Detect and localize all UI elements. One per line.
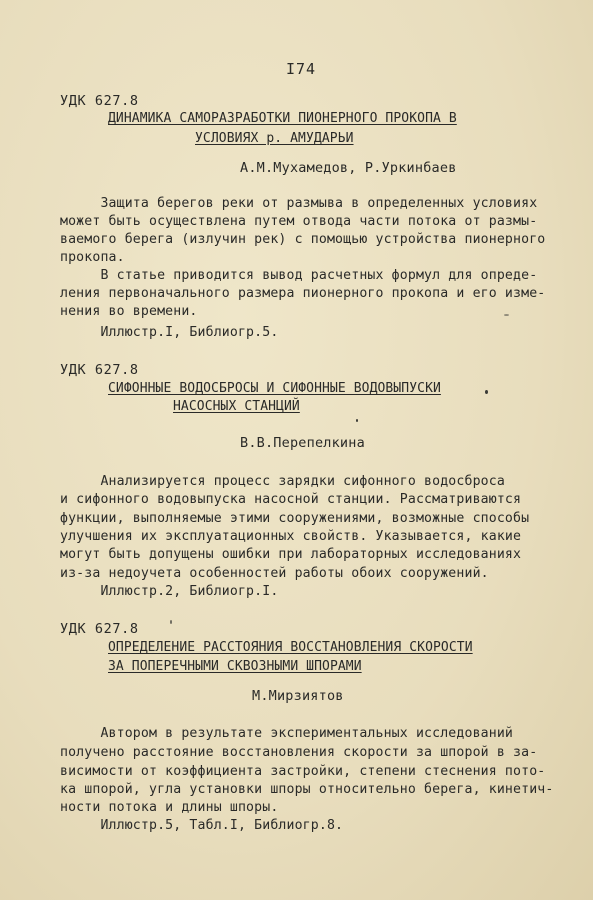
article-title-line: УСЛОВИЯХ р. АМУДАРЬИ (195, 131, 354, 146)
article-title-line: НАСОСНЫХ СТАНЦИЙ (173, 399, 300, 414)
abstract-line: Анализируется процесс зарядки сифонного водосброса (60, 474, 505, 489)
scan-speck (356, 419, 358, 422)
abstract-line: прокопа. (60, 250, 125, 265)
references-line: Иллюстр.2, Библиогр.I. (60, 584, 279, 599)
abstract-line: улучшения их эксплуатационных свойств. Указывается, какие (60, 529, 522, 544)
scan-speck (504, 314, 509, 316)
article-title-line: СИФОННЫЕ ВОДОСБРОСЫ И СИФОННЫЕ ВОДОВЫПУСКИ (108, 381, 441, 396)
article-title-line: ДИНАМИКА САМОРАЗРАБОТКИ ПИОНЕРНОГО ПРОКОПА В (108, 111, 457, 126)
abstract-line: получено расстояние восстановления скорости за шпорой в за- (60, 745, 538, 760)
references-line: Иллюстр.I, Библиогр.5. (60, 325, 279, 340)
udk-code: УДК 627.8 (60, 362, 139, 378)
abstract-line: ления первоначального размера пионерного прокопа и его изме- (60, 286, 546, 301)
abstract-line: может быть осуществлена путем отвода части потока от размы- (60, 214, 538, 229)
article-title-line: ЗА ПОПЕРЕЧНЫМИ СКВОЗНЫМИ ШПОРАМИ (108, 659, 362, 674)
abstract-line: ности потока и длины шпоры. (60, 800, 279, 815)
article-title-line: ОПРЕДЕЛЕНИЕ РАССТОЯНИЯ ВОССТАНОВЛЕНИЯ СКОРОСТИ (108, 640, 473, 655)
abstract-line: ка шпорой, угла установки шпоры относительно берега, кинетич- (60, 782, 554, 797)
abstract-line: нения во времени. (60, 304, 198, 319)
scan-speck (485, 390, 488, 394)
article-authors: М.Мирзиятов (252, 688, 344, 704)
udk-code: УДК 627.8 (60, 93, 139, 109)
abstract-line: Автором в результате экспериментальных исследований (60, 726, 514, 741)
abstract-line: висимости от коэффициента застройки, степени стеснения пото- (60, 764, 546, 779)
abstract-line: из-за недоучета особенностей работы обоих сооружений. (60, 566, 489, 581)
udk-code: УДК 627.8 (60, 621, 139, 637)
abstract-line: и сифонного водовыпуска насосной станции. Рассматриваются (60, 492, 522, 507)
abstract-line: функции, выполняемые этими сооружениями, возможные способы (60, 511, 530, 526)
abstract-line: ваемого берега (излучин рек) с помощью устройства пионерного (60, 232, 546, 247)
scan-speck (170, 620, 172, 624)
abstract-line: могут быть допущены ошибки при лабораторных исследованиях (60, 547, 522, 562)
article-authors: В.В.Перепелкина (240, 435, 365, 451)
abstract-line: В статье приводится вывод расчетных формул для опреде- (60, 268, 538, 283)
page-number: I74 (286, 60, 317, 78)
abstract-line: Защита берегов реки от размыва в определенных условиях (60, 196, 538, 211)
references-line: Иллюстр.5, Табл.I, Библиогр.8. (60, 818, 344, 833)
article-authors: А.М.Мухамедов, Р.Уркинбаев (240, 160, 457, 176)
